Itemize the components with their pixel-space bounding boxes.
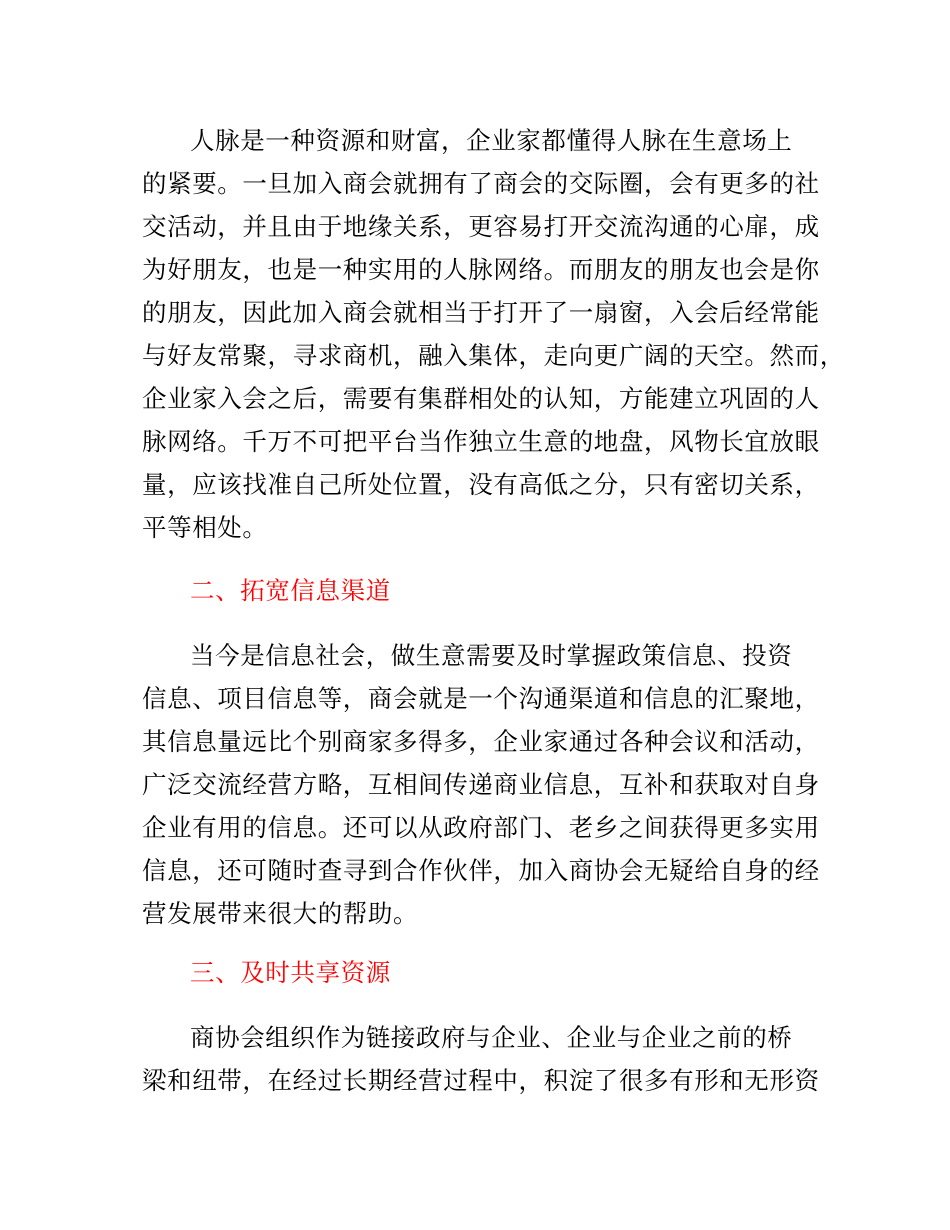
- paragraph-line: 广泛交流经营方略，互相间传递商业信息，互补和获取对自身: [142, 770, 820, 799]
- paragraph-resources: [142, 1016, 820, 1102]
- paragraph-line: 的朋友，因此加入商会就相当于打开了一扇窗，入会后经常能: [142, 298, 820, 327]
- paragraph-line: 的紧要。一旦加入商会就拥有了商会的交际圈，会有更多的社: [142, 169, 820, 198]
- paragraph-line: 企业家入会之后，需要有集群相处的认知，方能建立巩固的人: [142, 384, 820, 413]
- section-heading-share-resources: 三、及时共享资源: [190, 958, 391, 987]
- paragraph-network: [142, 119, 845, 549]
- paragraph-line: 营发展带来很大的帮助。: [142, 899, 419, 928]
- paragraph-line: 信息、项目信息等，商会就是一个沟通渠道和信息的汇聚地，: [142, 684, 820, 713]
- paragraph-line: 交活动，并且由于地缘关系，更容易打开交流沟通的心扉，成: [142, 212, 820, 241]
- paragraph-line: 梁和纽带，在经过长期经营过程中，积淀了很多有形和无形资: [142, 1066, 820, 1095]
- paragraph-information: [142, 634, 820, 935]
- paragraph-line: 信息，还可随时查寻到合作伙伴，加入商协会无疑给自身的经: [142, 856, 820, 885]
- paragraph-line: 其信息量远比个别商家多得多，企业家通过各种会议和活动，: [142, 727, 820, 756]
- paragraph-line: 商协会组织作为链接政府与企业、企业与企业之前的桥: [190, 1023, 793, 1052]
- paragraph-line: 人脉是一种资源和财富，企业家都懂得人脉在生意场上: [190, 126, 793, 155]
- paragraph-line: 企业有用的信息。还可以从政府部门、老乡之间获得更多实用: [142, 813, 820, 842]
- paragraph-line: 量，应该找准自己所处位置，没有高低之分，只有密切关系，: [142, 470, 820, 499]
- paragraph-line: 平等相处。: [142, 513, 268, 542]
- paragraph-line: 与好友常聚，寻求商机，融入集体，走向更广阔的天空。然而，: [142, 341, 845, 370]
- paragraph-line: 为好朋友，也是一种实用的人脉网络。而朋友的朋友也会是你: [142, 255, 820, 284]
- section-heading-information-channels: 二、拓宽信息渠道: [190, 576, 391, 605]
- paragraph-line: 当今是信息社会，做生意需要及时掌握政策信息、投资: [190, 641, 793, 670]
- paragraph-line: 脉网络。千万不可把平台当作独立生意的地盘，风物长宜放眼: [142, 427, 820, 456]
